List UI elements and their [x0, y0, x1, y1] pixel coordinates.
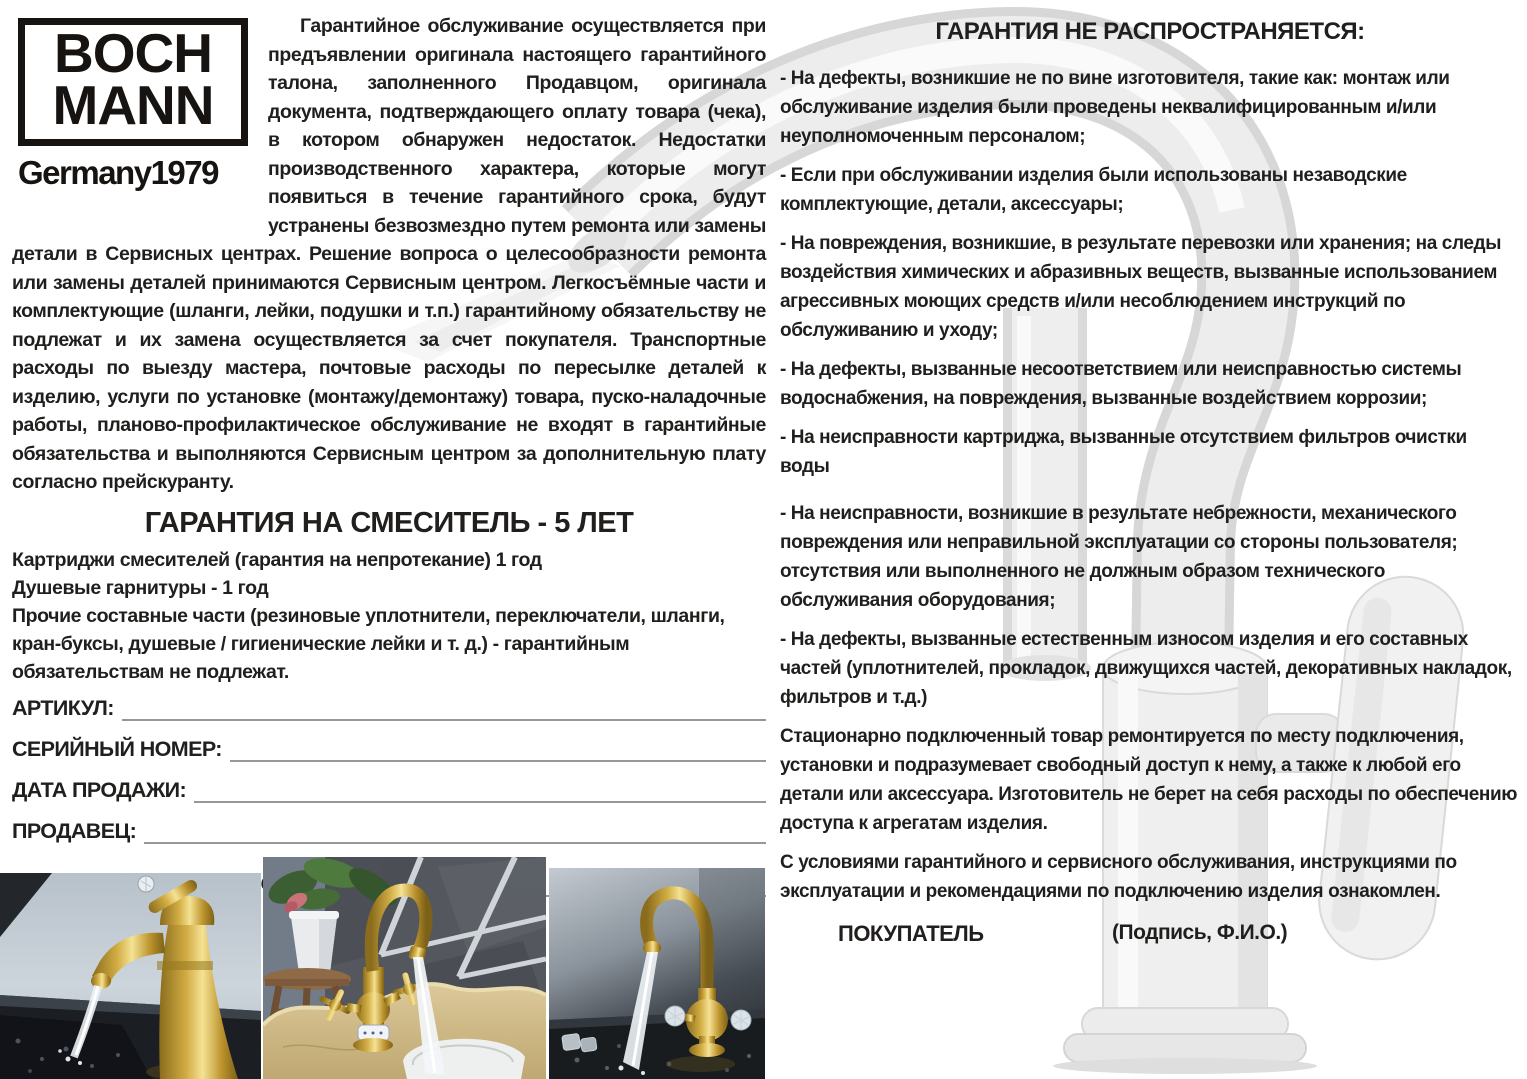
intro-block: [12, 12, 766, 497]
field-sale-date-blank-line: [194, 779, 766, 803]
left-column: [12, 12, 766, 897]
acknowledgement-paragraph: С условиями гарантийного и сервисного обслуживания, инструкциями по эксплуатации и рекомендациями по подключению изделия ознакомлен.: [780, 852, 1457, 902]
warranty-term-item: Душевые гарнитуры - 1 год: [12, 576, 269, 599]
field-sale-date-label: ДАТА ПРОДАЖИ:: [12, 777, 187, 802]
gold-two-handle-faucet-photo: [263, 857, 546, 1079]
field-seller-blank-line: [144, 820, 766, 844]
exclusion-paragraph: - На дефекты, возникшие не по вине изготовителя, такие как: монтаж или обслуживание изделия были проведены неквалифицированным и/или неуполномоченным персоналом;: [780, 68, 1450, 147]
field-serial-number: [12, 737, 766, 762]
exclusion-paragraph: - На неисправности, возникшие в результате небрежности, механического повреждения или неправильной эксплуатации со стороны пользователя; отсутствия или выполненного не должным образом технического обслуживания оборудования;: [780, 503, 1458, 611]
warranty-intro-text: Гарантийное обслуживание осуществляется при предъявлении оригинала настоящего гарантийного талона, заполненного Продавцом, оригинала документа, подтверждающего оплату товара (чека), в котором обнаружен недостаток. Недостатки производственного характера, которые могут появиться в течение гарантийного срока, будут устранены безвозмездно путем ремонта или замены детали в Сервисных центрах. Решение вопроса о целесообразности ремонта или замены деталей принимаются Сервисным центром. Легкосъёмные части и комплектующие (шланги, лейки, подушки и т.п.) гарантийному обязательству не подлежат и их замена осуществляется за счет покупателя. Транспортные расходы по выезду мастера, почтовые расходы по пересылке деталей к изделию, услуги по установке (монтажу/демонтажу) товара, пуско-наладочные работы, планово-профилактическое обслуживание не входят в гарантийные обязательства и выполняются Сервисным центром за дополнительную плату согласно прейскуранту.: [12, 15, 766, 493]
exclusion-paragraph: - Если при обслуживании изделия были использованы незаводские комплектующие, детали, аксессуары;: [780, 165, 1407, 215]
field-article-blank-line: [122, 697, 766, 721]
warranty-term-item: Картриджи смесителей (гарантия на непротекание) 1 год: [12, 548, 542, 571]
brand-tagline: Germany1979: [18, 154, 218, 191]
field-article: [12, 696, 766, 721]
warranty-terms-list: [12, 546, 766, 686]
exclusion-paragraph: - На повреждения, возникшие, в результате перевозки или хранения; на следы воздействия химических и абразивных веществ, вызванные использованием агрессивных моющих средств и/или несоблюдением инструкций по обслуживанию и уходу;: [780, 233, 1502, 341]
field-sale-date: [12, 778, 766, 803]
field-serial-number-blank-line: [230, 738, 766, 762]
signature-fio-label: (Подпись, Ф.И.О.): [1112, 921, 1288, 944]
field-seller: [12, 819, 766, 844]
warranty-exclusions-heading: ГАРАНТИЯ НЕ РАСПРОСТРАНЯЕТСЯ:: [935, 18, 1365, 45]
warranty-term-item: Прочие составные части (резиновые уплотнители, переключатели, шланги, кран-буксы, душевые / гигиенические лейки и т. д.) - гарантийным обязательствам не подлежат.: [12, 604, 725, 683]
brand-name-line2: MANN: [52, 74, 214, 136]
service-terms-paragraph: Стационарно подключенный товар ремонтируется по месту подключения, установки и подразумевает свободный доступ к нему, а также к любой его детали или аксессуара. Изготовитель не берет на себя расходы по обеспечению доступа к агрегатам изделия.: [780, 726, 1518, 834]
exclusion-paragraph: - На дефекты, вызванные естественным износом изделия и его составных частей (уплотнителей, прокладок, движущихся частей, декоративных накладок, фильтров и т.д.): [780, 629, 1512, 708]
gold-basin-faucet-photo: [0, 873, 261, 1079]
brand-logo-box: [18, 18, 248, 146]
right-column: [780, 10, 1520, 916]
field-seller-label: ПРОДАВЕЦ:: [12, 818, 137, 843]
gold-gooseneck-crystal-faucet-photo: [549, 868, 765, 1079]
exclusion-paragraph: - На дефекты, вызванные несоответствием или неисправностью системы водоснабжения, на повреждения, вызванные воздействием коррозии;: [780, 359, 1462, 409]
brand-name-line1: BOCH: [54, 22, 212, 84]
field-article-label: АРТИКУЛ:: [12, 695, 114, 720]
exclusion-paragraph: - На неисправности картриджа, вызванные отсутствием фильтров очистки воды: [780, 427, 1467, 477]
warranty-period-heading: ГАРАНТИЯ НА СМЕСИТЕЛЬ - 5 ЛЕТ: [144, 506, 634, 539]
buyer-label: ПОКУПАТЕЛЬ: [838, 921, 984, 946]
field-serial-number-label: СЕРИЙНЫЙ НОМЕР:: [12, 736, 222, 761]
brand-logo: [18, 18, 248, 234]
